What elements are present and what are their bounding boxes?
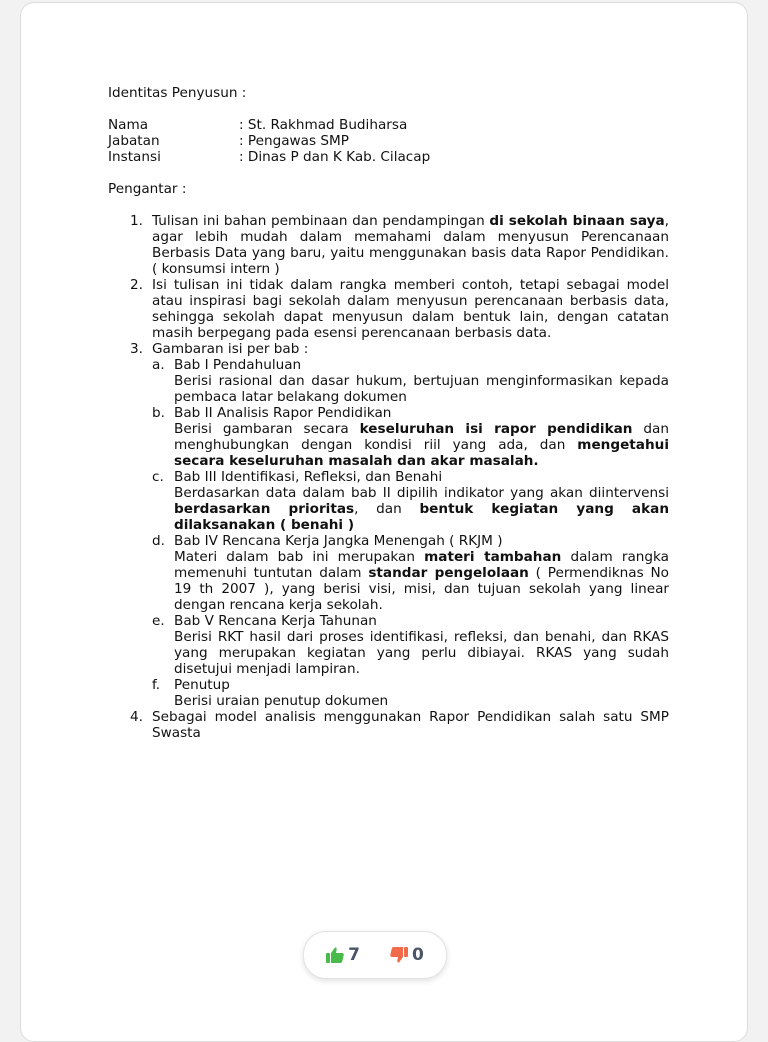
chapter-desc: [174, 485, 669, 533]
sub-number: f.: [152, 677, 161, 693]
list-item: [108, 213, 669, 277]
text-span: , agar lebih mudah dalam memahami dalam menyusun Perencanaan Berbasis Data yang baru, yaitu menggunakan basis data Rapor Pendidikan. ( konsumsi intern ): [152, 213, 669, 277]
bold-text: keseluruhan isi rapor pendidikan: [359, 421, 633, 437]
text-span: , dan: [354, 501, 420, 517]
thumbs-up-icon: [326, 947, 344, 963]
sub-number: c.: [152, 469, 164, 485]
text-span: ( Permendiknas No 19 th 2007 ), yang berisi visi, misi, dan tujuan sekolah yang linear dengan rencana kerja sekolah.: [174, 565, 669, 613]
sub-number: e.: [152, 613, 165, 629]
identity-label: Instansi: [108, 149, 161, 165]
downvote-count: 0: [412, 945, 424, 965]
identity-value: : Dinas P dan K Kab. Cilacap: [239, 149, 431, 165]
identity-label: Nama: [108, 117, 149, 133]
list-item-text: Gambaran isi per bab :: [152, 341, 309, 357]
list-item: [108, 277, 669, 341]
text-span: Berisi gambaran secara: [174, 421, 360, 437]
list-number: 1.: [130, 213, 143, 229]
list-item-text: Isi tulisan ini tidak dalam rangka memberi contoh, tetapi sebagai model atau inspirasi bagi sekolah dalam menyusun perencanaan berbasis data, sehingga sekolah dapat menyusun dalam bentuk lain, dengan catatan masih berpegang pada esensi perencanaan berbasis data.: [152, 277, 669, 341]
list-number: 3.: [130, 341, 143, 357]
chapter-title: Bab IV Rencana Kerja Jangka Menengah ( RKJM ): [174, 533, 503, 549]
sub-number: b.: [152, 405, 165, 421]
identity-label: Jabatan: [108, 133, 160, 149]
list-item: [108, 341, 669, 709]
intro-heading: Pengantar :: [108, 181, 187, 197]
identity-row-institution: [108, 149, 669, 165]
chapter-desc: [174, 549, 669, 613]
chapter-desc: Berisi RKT hasil dari proses identifikasi, refleksi, dan benahi, dan RKAS yang merupakan kegiatan yang perlu dibiayai. RKAS yang sudah disetujui menjadi lampiran.: [174, 629, 669, 677]
chapter-item: [152, 677, 669, 709]
text-span: Berdasarkan data dalam bab II dipilih indikator yang akan diintervensi: [174, 485, 669, 501]
bold-text: standar pengelolaan: [368, 565, 529, 581]
bold-text: mengetahui secara keseluruhan masalah dan akar masalah.: [174, 437, 669, 469]
chapter-desc: [174, 421, 669, 469]
identity-row-position: [108, 133, 669, 149]
sub-number: a.: [152, 357, 165, 373]
list-item: [108, 709, 669, 741]
bold-text: di sekolah binaan saya: [489, 213, 665, 229]
identity-value: : St. Rakhmad Budiharsa: [239, 117, 408, 133]
list-item-text: Sebagai model analisis menggunakan Rapor Pendidikan salah satu SMP Swasta: [152, 709, 669, 741]
chapter-item: [152, 469, 669, 533]
document-page: [20, 2, 748, 1042]
text-span: Materi dalam bab ini merupakan: [174, 549, 425, 565]
intro-list: [108, 213, 669, 741]
chapter-list: [152, 357, 669, 709]
chapter-item: [152, 613, 669, 677]
chapter-title: Bab V Rencana Kerja Tahunan: [174, 613, 377, 629]
chapter-desc: Berisi rasional dan dasar hukum, bertujuan menginformasikan kepada pembaca latar belakang dokumen: [174, 373, 669, 405]
chapter-desc: Berisi uraian penutup dokumen: [174, 693, 389, 709]
text-span: dan menghubungkan dengan kondisi riil yang ada, dan: [174, 421, 669, 453]
bold-text: bentuk kegiatan yang akan dilaksanakan ( benahi ): [174, 501, 669, 533]
text-span: dalam rangka memenuhi tuntutan dalam: [174, 549, 670, 581]
chapter-title: Bab II Analisis Rapor Pendidikan: [174, 405, 392, 421]
list-item-text: [152, 213, 669, 277]
sub-number: d.: [152, 533, 165, 549]
identity-value: : Pengawas SMP: [239, 133, 349, 149]
chapter-item: [152, 405, 669, 469]
identity-heading: Identitas Penyusun :: [108, 85, 247, 101]
list-number: 4.: [130, 709, 143, 725]
list-number: 2.: [130, 277, 143, 293]
chapter-item: [152, 533, 669, 613]
bold-text: materi tambahan: [424, 549, 562, 565]
downvote-button[interactable]: [390, 945, 424, 965]
upvote-count: 7: [348, 945, 360, 965]
chapter-title: Bab I Pendahuluan: [174, 357, 302, 373]
vote-bar: [303, 931, 447, 979]
chapter-title: Bab III Identifikasi, Refleksi, dan Benahi: [174, 469, 443, 485]
bold-text: berdasarkan prioritas: [174, 501, 355, 517]
identity-row-name: [108, 117, 669, 133]
thumbs-down-icon: [390, 947, 408, 963]
text-span: Tulisan ini bahan pembinaan dan pendampingan: [152, 213, 490, 229]
chapter-item: [152, 357, 669, 405]
chapter-title: Penutup: [174, 677, 230, 693]
upvote-button[interactable]: [326, 945, 360, 965]
document-content: [108, 85, 669, 741]
